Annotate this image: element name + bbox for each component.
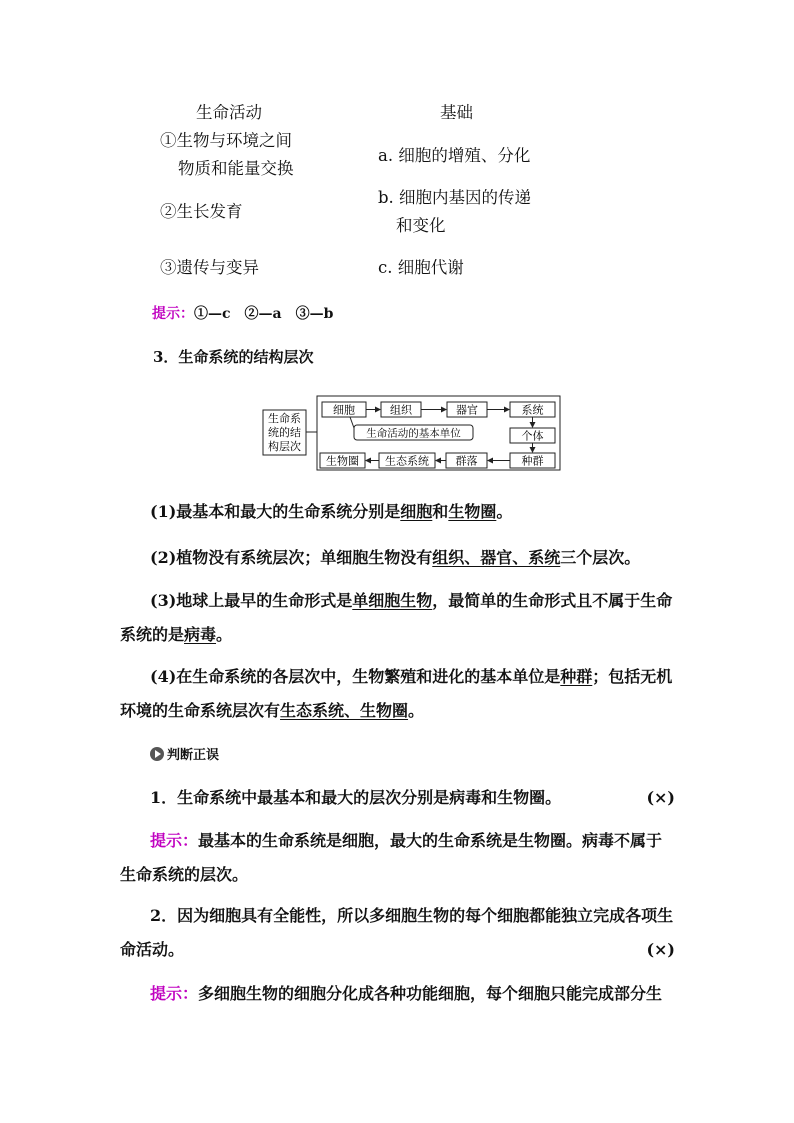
- p3-end: 。: [216, 625, 233, 644]
- h1-label: 提示：: [150, 831, 199, 850]
- activity-2: ②生长发育: [160, 202, 243, 221]
- judge-title: 判断正误: [167, 748, 220, 763]
- activity-1-line1: ①生物与环境之间: [160, 131, 292, 150]
- q2-line1: 2．因为细胞具有全能性，所以多细胞生物的每个细胞都能独立完成各项生: [150, 906, 674, 925]
- outer-label-1: 生命系: [268, 412, 301, 425]
- p3-answer-unicellular: 单细胞生物: [352, 591, 433, 610]
- question-2: [120, 899, 675, 967]
- p3-answer-virus: 病毒: [184, 625, 217, 644]
- outer-label-3: 构层次: [268, 440, 301, 453]
- box-organ-label: 器官: [456, 403, 478, 417]
- judge-heading: [150, 744, 219, 763]
- hint-text: ①—c ②—a ③—b: [194, 306, 334, 322]
- basis-b-line2: 和变化: [396, 216, 446, 235]
- play-circle-icon: [150, 747, 164, 761]
- paragraph-3: [120, 584, 675, 652]
- paragraph-2: [120, 541, 675, 575]
- h1-line2: 生命系统的层次。: [120, 865, 249, 884]
- outer-label-2: 统的结: [268, 426, 301, 439]
- basis-b-line1: b. 细胞内基因的传递: [378, 188, 532, 207]
- p3-text3: 系统的是: [120, 625, 185, 644]
- h1-line1: 最基本的生命系统是细胞，最大的生命系统是生物圈。病毒不属于: [198, 831, 663, 850]
- hint-answer: [152, 303, 333, 323]
- q1-text: 1．生命系统中最基本和最大的层次分别是病毒和生物圈。: [150, 788, 562, 807]
- p1-answer-cell: 细胞: [400, 502, 433, 521]
- p4-end: 。: [408, 701, 425, 720]
- p4-text3: 环境的生命系统层次有: [120, 701, 281, 720]
- hierarchy-diagram: [262, 394, 562, 474]
- table-header-basis: 基础: [440, 103, 473, 122]
- box-individual-label: 个体: [521, 429, 544, 443]
- activity-3: ③遗传与变异: [160, 258, 259, 277]
- box-cell-label: 细胞: [333, 403, 355, 417]
- activity-1-line2: 物质和能量交换: [178, 159, 294, 178]
- box-ecosystem-label: 生态系统: [385, 454, 429, 468]
- hint-1: [120, 824, 675, 892]
- h2-label: 提示：: [150, 984, 199, 1003]
- q2-mark: (×): [646, 940, 675, 959]
- p2-text: (2)植物没有系统层次；单细胞生物没有: [150, 548, 433, 567]
- q2-line2: 命活动。: [120, 940, 185, 959]
- h2-line1: 多细胞生物的细胞分化成各种功能细胞，每个细胞只能完成部分生: [198, 984, 663, 1003]
- callout-label: 生命活动的基本单位: [366, 427, 461, 440]
- table-header-activity: 生命活动: [196, 103, 262, 122]
- p1-end: 。: [496, 502, 513, 521]
- p4-text: (4)在生命系统的各层次中，生物繁殖和进化的基本单位是: [150, 667, 561, 686]
- paragraph-4: [120, 660, 675, 728]
- box-population-label: 种群: [521, 454, 544, 468]
- question-1: [120, 781, 675, 815]
- p2-answer: 组织、器官、系统: [432, 548, 561, 567]
- p4-answer-levels: 生态系统、生物圈: [280, 701, 409, 720]
- p4-text2: ；包括无机: [592, 667, 673, 686]
- p1-and: 和: [432, 502, 449, 521]
- box-community-label: 群落: [455, 454, 478, 468]
- p3-text: (3)地球上最早的生命形式是: [150, 591, 353, 610]
- basis-c: c. 细胞代谢: [378, 258, 464, 277]
- box-tissue-label: 组织: [390, 403, 412, 417]
- q1-mark: (×): [646, 788, 675, 807]
- p2-end: 三个层次。: [560, 548, 641, 567]
- box-system-label: 系统: [521, 403, 544, 417]
- hint-label: 提示：: [152, 306, 194, 322]
- p3-text2: ，最简单的生命形式且不属于生命: [432, 591, 673, 610]
- basis-a: a. 细胞的增殖、分化: [378, 146, 531, 165]
- p4-answer-population: 种群: [560, 667, 593, 686]
- p1-text: (1)最基本和最大的生命系统分别是: [150, 502, 401, 521]
- p1-answer-biosphere: 生物圈: [448, 502, 497, 521]
- paragraph-1: [120, 495, 675, 529]
- box-biosphere-label: 生物圈: [326, 454, 359, 468]
- section-title: 3．生命系统的结构层次: [153, 348, 314, 366]
- hint-2: [120, 977, 675, 1011]
